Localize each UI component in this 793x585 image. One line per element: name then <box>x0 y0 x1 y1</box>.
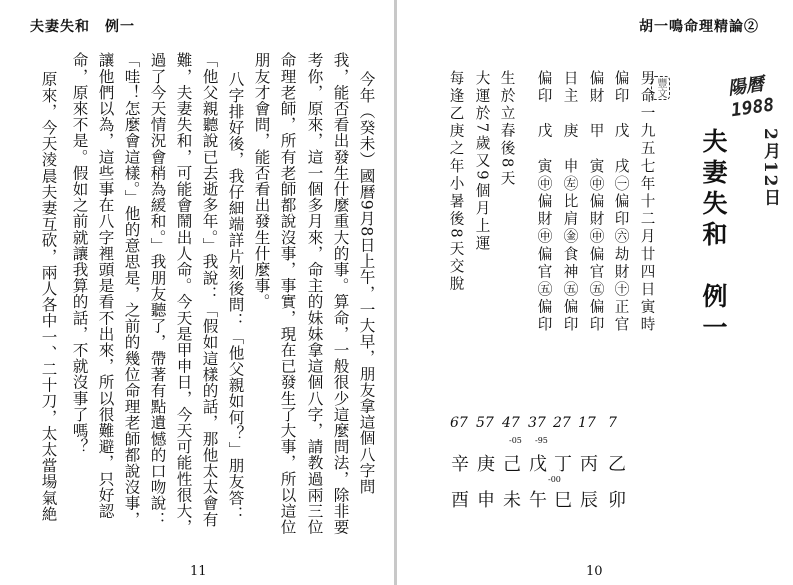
luck-sub-note: -95 <box>535 436 548 445</box>
text-column: 難，夫妻失和，可能會鬧出人命。今天是甲申日，今天可能性很大， <box>174 52 193 535</box>
pillar-year: 偏印 戊 戌㊀偏印㊅劫財㊉正官 <box>612 70 630 334</box>
luck-age: 27 <box>553 415 571 431</box>
pillar-hour: 偏印 戊 寅㊥偏財㊥偏官㊄偏印 <box>535 70 553 334</box>
handwritten-date: 2月12日 <box>760 128 780 208</box>
birth-info: 男命一九五七年十二月廿四日寅時 <box>638 70 656 334</box>
text-column: 今年（癸未）國曆9月8日上午，一大早，朋友拿這個八字問 <box>357 71 376 495</box>
luck-stem: 戊 <box>529 454 547 475</box>
luck-branch: 辰 <box>580 490 598 511</box>
luck-stems-row <box>396 450 793 474</box>
handwritten-year: 陽曆1988 <box>726 73 776 122</box>
luck-age: 17 <box>578 415 596 431</box>
luck-stem: 己 <box>503 454 521 475</box>
luck-stem: 乙 <box>608 454 626 475</box>
note-luck-start: 大運於7歲又9個月上運 <box>473 70 491 253</box>
luck-branch: 酉 <box>451 490 469 511</box>
text-column: 朋友才會問，能否看出發生什麼事。 <box>252 52 271 310</box>
note-birth-after-spring: 生於立春後8天 <box>498 70 516 188</box>
luck-sub-note: -00 <box>548 475 561 484</box>
pillar-day: 日主 庚 申㊧比肩㊎食神㊄偏印 <box>561 70 579 334</box>
right-page <box>396 0 793 585</box>
text-column: 過了今天情況會稍為緩和。」我朋友聽了，帶著有點遺憾的口吻說： <box>148 52 167 528</box>
left-page-number: 11 <box>190 564 207 579</box>
left-page <box>0 0 396 585</box>
text-column: 原來，今天淩晨夫妻互砍，兩人各中一、二十刀，太太當場氣絶 <box>39 71 58 522</box>
luck-branches-row <box>396 486 793 510</box>
luck-branch: 午 <box>529 490 547 511</box>
luck-branch: 巳 <box>554 490 572 511</box>
luck-branch: 未 <box>503 490 521 511</box>
text-column: 考你，原來，這一個多月來，命主的妹妹拿這個八字，請教過兩三位 <box>305 52 324 535</box>
luck-stem: 庚 <box>477 454 495 475</box>
luck-age: 7 <box>608 415 617 431</box>
luck-age: 37 <box>528 415 546 431</box>
luck-age: 47 <box>502 415 520 431</box>
luck-ages-row <box>396 415 793 435</box>
text-column: 我，能否看出發生什麼重大的事。算命，一般很少這麼問法，除非要 <box>331 52 350 535</box>
luck-branch: 卯 <box>608 490 626 511</box>
pillar-month: 偏財 甲 寅㊥偏財㊥偏官㊄偏印 <box>587 70 605 334</box>
luck-stem: 丁 <box>554 454 572 475</box>
chapter-title: 夫妻失和 例一 <box>699 128 728 345</box>
text-column: 命理老師，所有老師都說沒事，事實，現在已發生了大事，所以這位 <box>278 52 297 535</box>
note-luck-change: 每逢乙庚之年小暑後8天交脫 <box>447 70 465 294</box>
text-column: 「哇！怎麼會這樣。」他的意思是，之前的幾位命理老師都說沒事， <box>122 52 141 528</box>
luck-age: 57 <box>476 415 494 431</box>
stamp: 豐文 <box>651 76 670 100</box>
text-column: 命，原來不是。假如之前就讓我算的話，不就沒事了嗎？ <box>70 52 89 455</box>
luck-branch: 申 <box>477 490 495 511</box>
text-column: 「他父親聽說已去逝多年。」我說：「假如這樣的話，那他太太會有 <box>200 52 219 528</box>
text-column: 八字排好後，我仔細端詳片刻後問：「他父親如何？」朋友答： <box>226 71 245 522</box>
luck-stem: 辛 <box>451 454 469 475</box>
luck-age: 67 <box>450 415 468 431</box>
right-page-header: 胡一鳴命理精論② <box>639 19 759 35</box>
text-column: 讓他們以為，這些事在八字裡頭是看不出來，所以很難避，只好認 <box>96 52 115 519</box>
right-page-number: 10 <box>586 564 603 579</box>
luck-stem: 丙 <box>580 454 598 475</box>
left-page-header: 夫妻失和 例一 <box>30 19 135 35</box>
luck-sub-note: -05 <box>509 436 522 445</box>
